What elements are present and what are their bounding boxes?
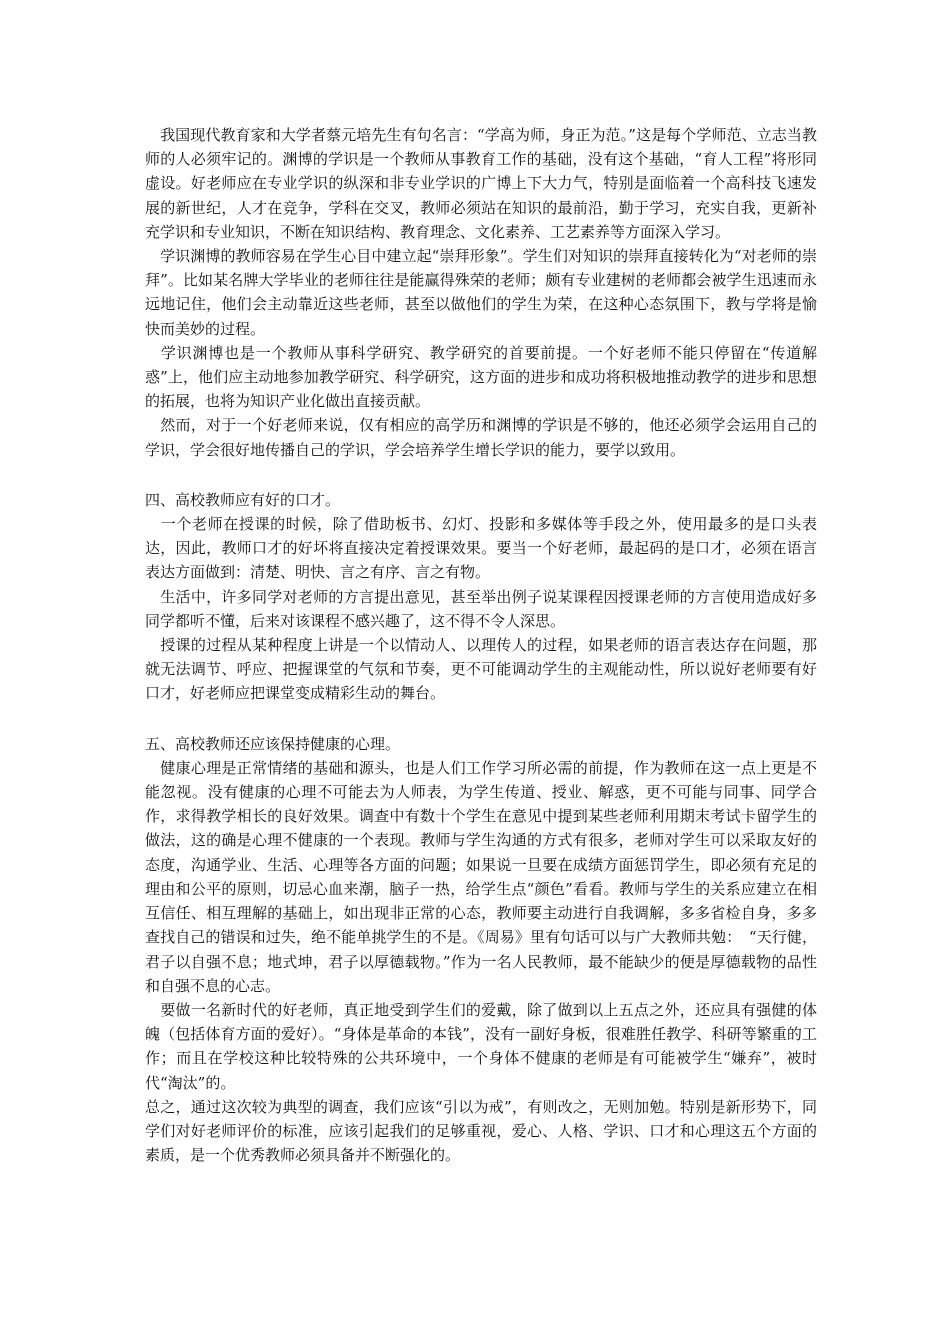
paragraph: 生活中，许多同学对老师的方言提出意见，甚至举出例子说某课程因授课老师的方言使用造成好多同学都听不懂，后来对该课程不感兴趣了，这不得不令人深思。	[145, 587, 817, 630]
paragraph: 然而，对于一个好老师来说，仅有相应的高学历和渊博的学识是不够的，他还必须学会运用自己的学识，学会很好地传播自己的学识，学会培养学生增长学识的能力，要学以致用。	[145, 416, 817, 459]
paragraph: 授课的过程从某种程度上讲是一个以情动人、以理传人的过程，如果老师的语言表达存在问题，那就无法调节、呼应、把握课堂的气氛和节奏，更不可能调动学生的主观能动性，所以说好老师要有好口才，好老师应把课堂变成精彩生动的舞台。	[145, 636, 817, 703]
document-body	[145, 123, 817, 1167]
paragraph: 我国现代教育家和大学者蔡元培先生有句名言：“学高为师，身正为范。”这是每个学师范、立志当教师的人必须牢记的。渊博的学识是一个教师从事教育工作的基础，没有这个基础，“育人工程”将形同虚设。好老师应在专业学识的纵深和非专业学识的广博上下大力气，特别是面临着一个高科技飞速发展的新世纪，人才在竞争，学科在交叉，教师必须站在知识的最前沿，勤于学习，充实自我，更新补充学识和专业知识，不断在知识结构、教育理念、文化素养、工艺素养等方面深入学习。	[145, 126, 817, 241]
paragraph: 学识渊博的教师容易在学生心目中建立起“崇拜形象”。学生们对知识的崇拜直接转化为“对老师的崇拜”。比如某名牌大学毕业的老师往往是能赢得殊荣的老师；颇有专业建树的老师都会被学生迅速而永远地记住，他们会主动靠近这些老师，甚至以做他们的学生为荣，在这种心态氛围下，教与学将是愉快而美妙的过程。	[145, 247, 817, 338]
paragraph: 一个老师在授课的时候，除了借助板书、幻灯、投影和多媒体等手段之外，使用最多的是口头表达，因此，教师口才的好坏将直接决定着授课效果。要当一个好老师，最起码的是口才，必须在语言表达方面做到：清楚、明快、言之有序、言之有物。	[145, 515, 817, 582]
spacer	[145, 706, 817, 732]
spacer	[145, 462, 817, 488]
paragraph: 学识渊博也是一个教师从事科学研究、教学研究的首要前提。一个好老师不能只停留在“传道解惑”上，他们应主动地参加教学研究、科学研究，这方面的进步和成功将积极地推动教学的进步和思想的拓展，也将为知识产业化做出直接贡献。	[145, 343, 817, 411]
paragraph: 健康心理是正常情绪的基础和源头，也是人们工作学习所必需的前提，作为教师在这一点上更是不能忽视。没有健康的心理不可能去为人师表，为学生传道、授业、解惑，更不可能与同事、同学合作，求得教学相长的良好效果。调查中有数十个学生在意见中提到某些老师利用期末考试卡留学生的做法，这的确是心理不健康的一个表现。教师与学生沟通的方式有很多，老师对学生可以采取友好的态度，沟通学业、生活、心理等各方面的问题；如果说一旦要在成绩方面惩罚学生，即必须有充足的理由和公平的原则，切忌心血来潮，脑子一热，给学生点“颜色”看看。教师与学生的关系应建立在相互信任、相互理解的基础上，如出现非正常的心态，教师要主动进行自我调解，多多省检自身，多多查找自己的错误和过失，绝不能单挑学生的不是。《周易》里有句话可以与广大教师共勉： “天行健，君子以自强不息；地式坤，君子以厚德载物。”作为一名人民教师，最不能缺少的便是厚德载物的品性和自强不息的心志。	[145, 758, 817, 995]
paragraph: 要做一名新时代的好老师，真正地受到学生们的爱戴，除了做到以上五点之外，还应具有强健的体魄（包括体育方面的爱好）。“身体是革命的本钱”，没有一副好身板，很难胜任教学、科研等繁重的工作；而且在学校这种比较特殊的公共环境中，一个身体不健康的老师是有可能被学生“嫌弃”，被时代“淘汰”的。	[145, 1000, 817, 1092]
section-heading: 四、高校教师应有好的口才。	[145, 490, 341, 509]
section-heading: 五、高校教师还应该保持健康的心理。	[145, 734, 401, 753]
paragraph: 总之，通过这次较为典型的调查，我们应该“引以为戒”，有则改之，无则加勉。特别是新形势下，同学们对好老师评价的标准，应该引起我们的足够重视，爱心、人格、学识、口才和心理这五个方面的素质，是一个优秀教师必须具备并不断强化的。	[145, 1097, 817, 1165]
